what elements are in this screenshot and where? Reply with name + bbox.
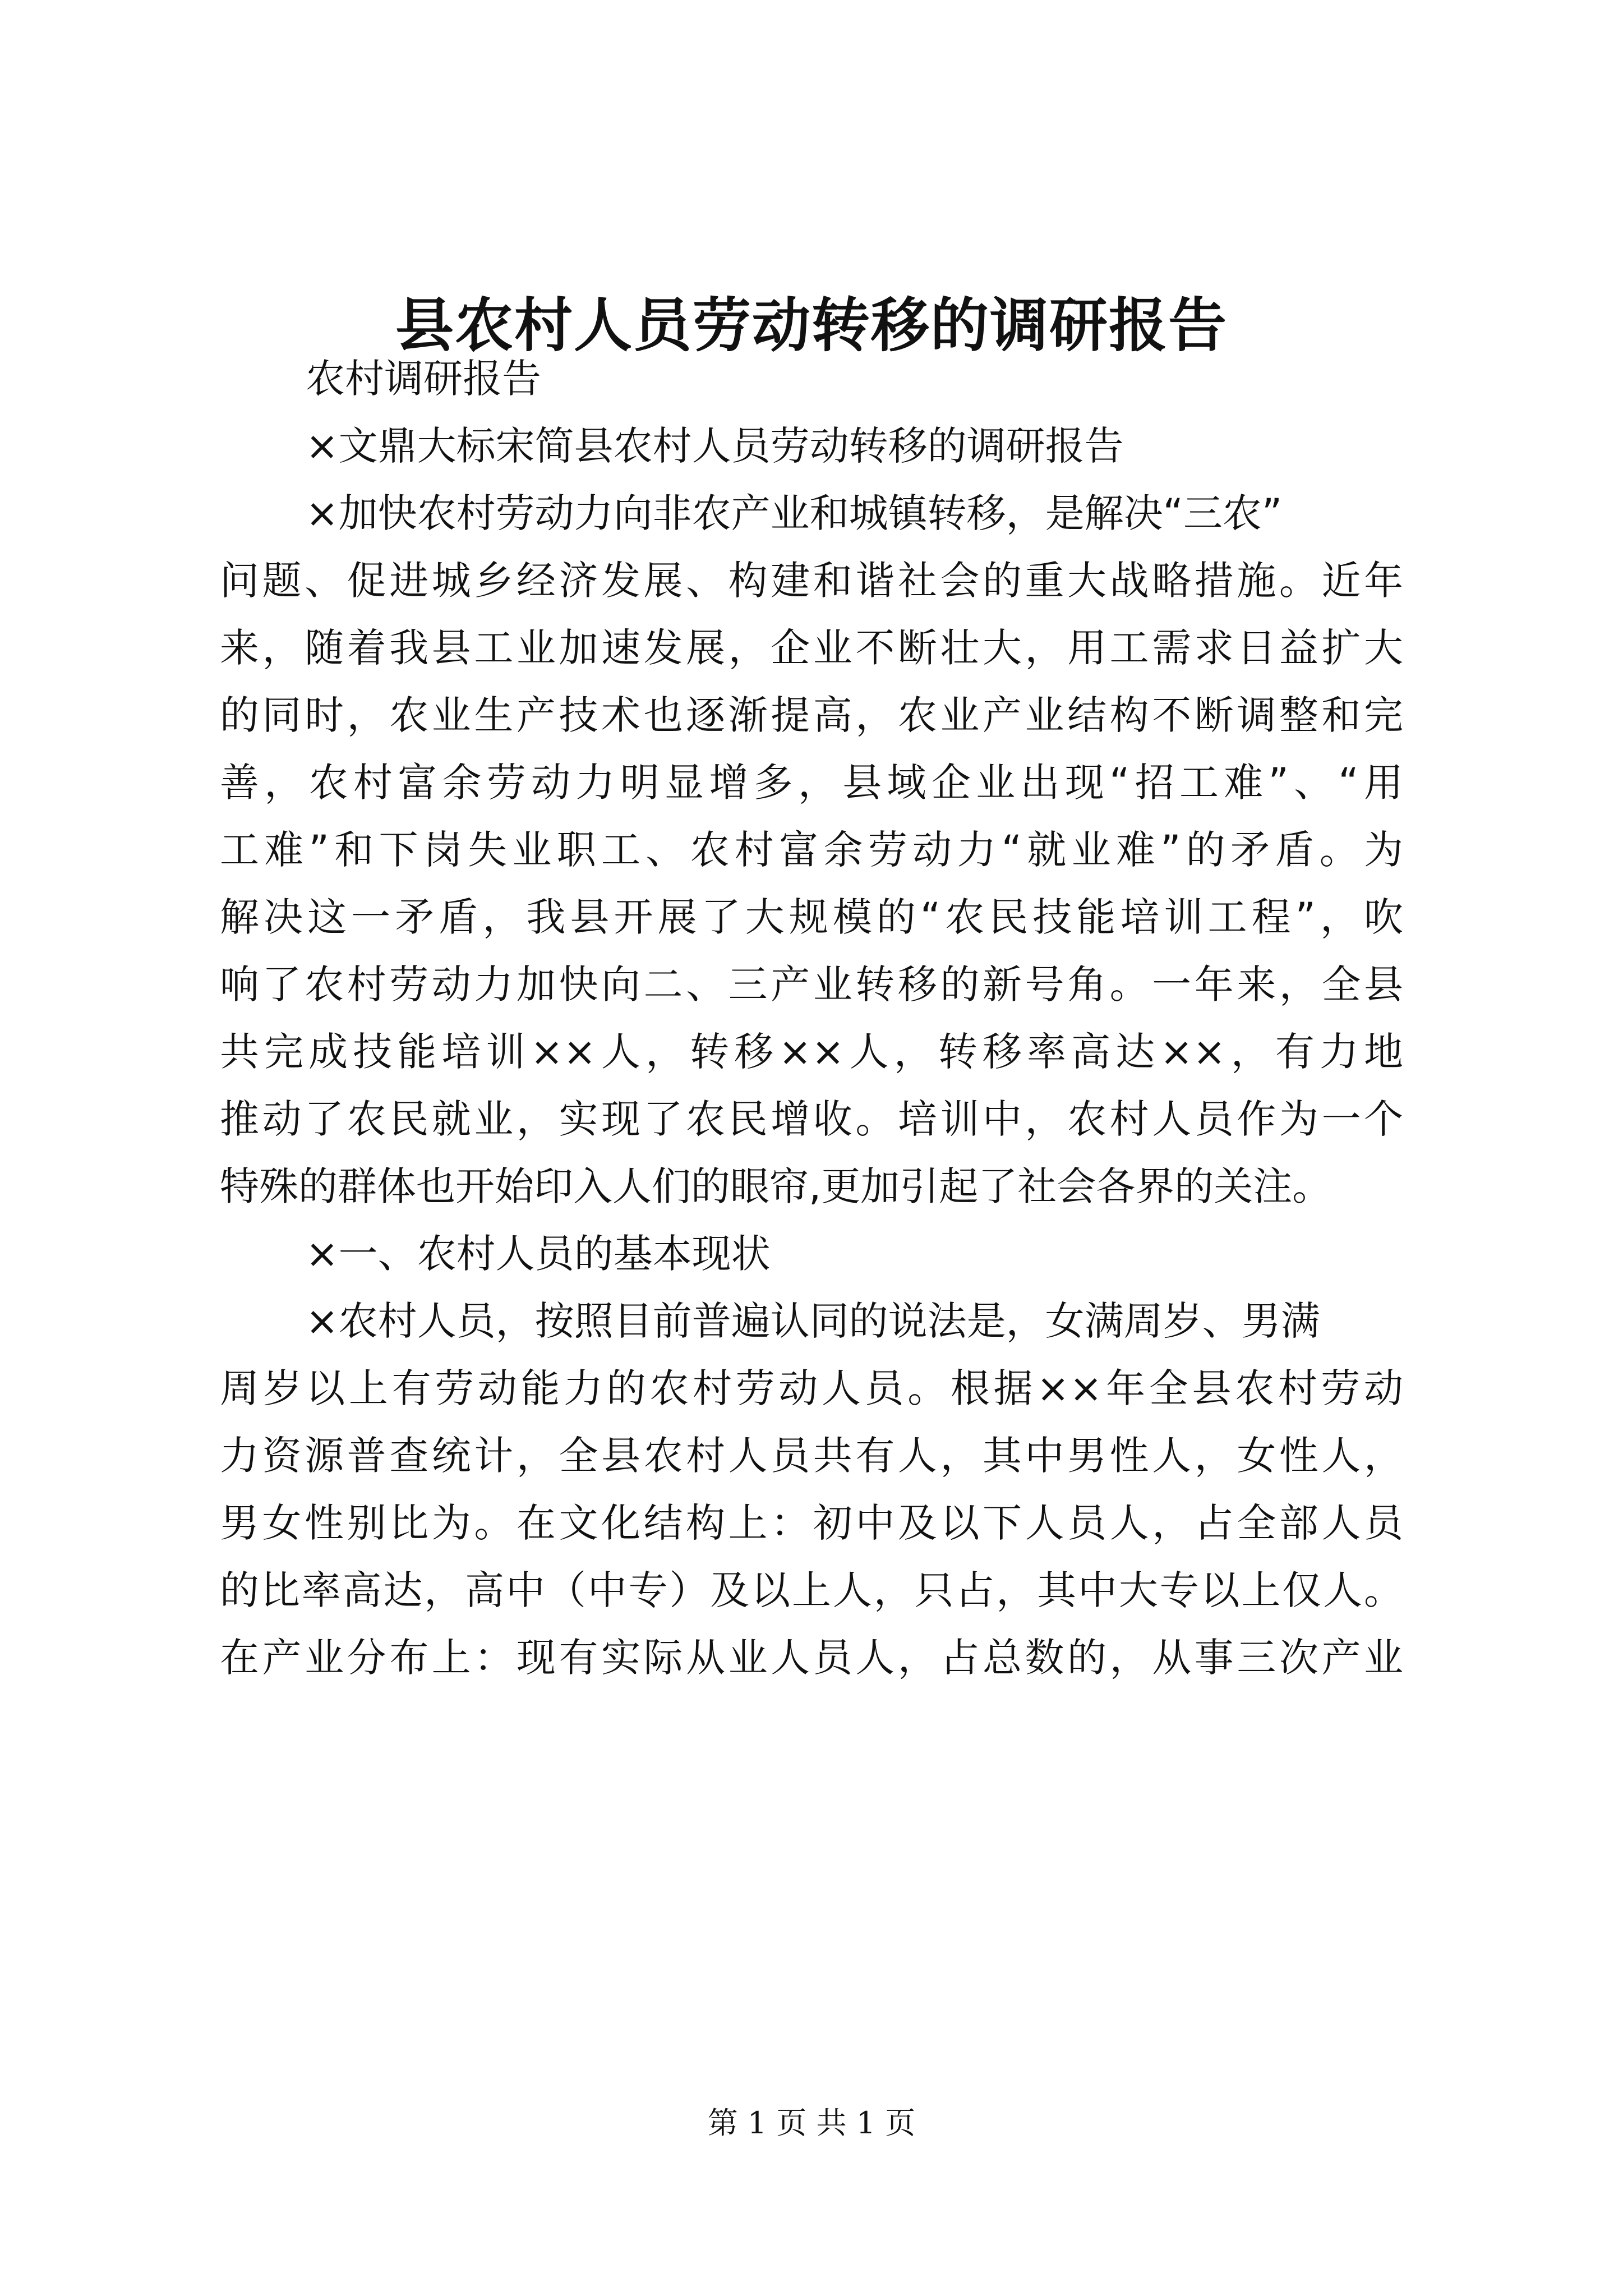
paragraph-line: 响了农村劳动力加快向二、三产业转移的新号角。一年来，全县 xyxy=(220,961,1403,1007)
paragraph-line: 推动了农民就业，实现了农民增收。培训中，农村人员作为一个 xyxy=(220,1096,1403,1142)
paragraph-line: 共完成技能培训××人，转移××人，转移率高达××，有力地 xyxy=(220,1029,1403,1075)
paragraph-line: 的同时，农业生产技术也逐渐提高，农业产业结构不断调整和完 xyxy=(220,692,1403,738)
paragraph-line: 的比率高达，高中（中专）及以上人，只占，其中大专以上仅人。 xyxy=(220,1567,1403,1613)
paragraph-line: 周岁以上有劳动能力的农村劳动人员。根据××年全县农村劳动 xyxy=(220,1365,1403,1411)
page-footer: 第 1 页 共 1 页 xyxy=(707,2105,916,2141)
paragraph-line: 来，随着我县工业加速发展，企业不断壮大，用工需求日益扩大 xyxy=(220,625,1403,671)
section-heading: ×一、农村人员的基本现状 xyxy=(306,1231,771,1277)
paragraph-line: 工难”和下岗失业职工、农村富余劳动力“就业难”的矛盾。为 xyxy=(220,827,1403,873)
paragraph-line: ×农村人员，按照目前普遍认同的说法是，女满周岁、男满 xyxy=(306,1298,1320,1344)
paragraph-line: 农村调研报告 xyxy=(306,356,541,402)
paragraph-line: 问题、促进城乡经济发展、构建和谐社会的重大战略措施。近年 xyxy=(220,558,1403,604)
paragraph-line: 力资源普查统计，全县农村人员共有人，其中男性人，女性人， xyxy=(220,1433,1403,1479)
paragraph-line: 男女性别比为。在文化结构上：初中及以下人员人，占全部人员 xyxy=(220,1500,1403,1546)
paragraph-line: ×文鼎大标宋简县农村人员劳动转移的调研报告 xyxy=(306,423,1124,469)
paragraph-line: 在产业分布上：现有实际从业人员人，占总数的，从事三次产业 xyxy=(220,1635,1403,1681)
paragraph-line: 特殊的群体也开始印入人们的眼帘,更加引起了社会各界的关注。 xyxy=(220,1163,1332,1209)
paragraph-line: ×加快农村劳动力向非农产业和城镇转移，是解决“三农” xyxy=(306,490,1283,536)
document-title: 县农村人员劳动转移的调研报告 xyxy=(395,291,1228,360)
paragraph-line: 解决这一矛盾，我县开展了大规模的“农民技能培训工程”，吹 xyxy=(220,894,1403,940)
paragraph-line: 善，农村富余劳动力明显增多，县域企业出现“招工难”、“用 xyxy=(220,760,1403,806)
